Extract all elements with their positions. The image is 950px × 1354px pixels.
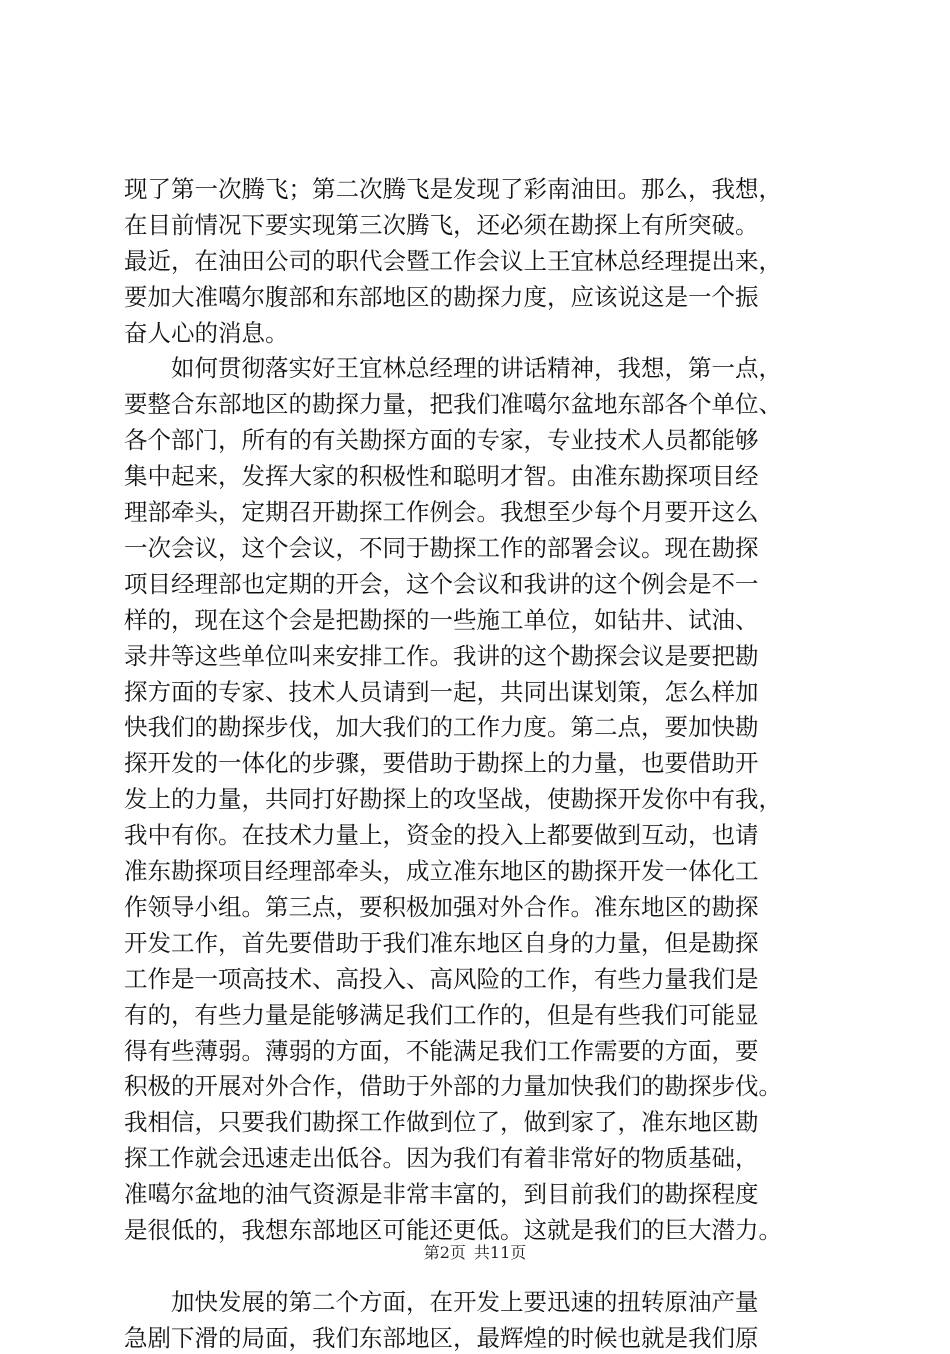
text-line: 项目经理部也定期的开会，这个会议和我讲的这个例会是不一 — [124, 570, 759, 598]
text-line: 如何贯彻落实好王宜林总经理的讲话精神，我想，第一点， — [124, 354, 782, 382]
page-footer — [0, 1242, 950, 1264]
text-line: 快我们的勘探步伐，加大我们的工作力度。第二点，要加快勘 — [124, 713, 759, 741]
text-line: 积极的开展对外合作，借助于外部的力量加快我们的勘探步伐。 — [124, 1072, 782, 1100]
text-line: 录井等这些单位叫来安排工作。我讲的这个勘探会议是要把勘 — [124, 642, 759, 670]
text-line: 最近，在油田公司的职代会暨工作会议上王宜林总经理提出来， — [124, 247, 782, 275]
text-line: 现了第一次腾飞；第二次腾飞是发现了彩南油田。那么，我想， — [124, 175, 782, 203]
text-line: 作领导小组。第三点，要积极加强对外合作。准东地区的勘探 — [124, 893, 759, 921]
text-line: 准东勘探项目经理部牵头，成立准东地区的勘探开发一体化工 — [124, 857, 759, 885]
text-line: 要整合东部地区的勘探力量，把我们准噶尔盆地东部各个单位、 — [124, 390, 782, 418]
text-line: 各个部门，所有的有关勘探方面的专家，专业技术人员都能够 — [124, 426, 759, 454]
text-line: 样的，现在这个会是把勘探的一些施工单位，如钻井、试油、 — [124, 606, 759, 634]
text-line: 准噶尔盆地的油气资源是非常丰富的，到目前我们的勘探程度 — [124, 1180, 759, 1208]
text-line: 集中起来，发挥大家的积极性和聪明才智。由准东勘探项目经 — [124, 462, 759, 490]
page-number: 第2页 — [423, 1243, 466, 1262]
text-line: 发上的力量，共同打好勘探上的攻坚战，使勘探开发你中有我， — [124, 785, 782, 813]
text-line: 我中有你。在技术力量上，资金的投入上都要做到互动，也请 — [124, 821, 759, 849]
text-line: 理部牵头，定期召开勘探工作例会。我想至少每个月要开这么 — [124, 498, 759, 526]
text-line: 要加大准噶尔腹部和东部地区的勘探力度，应该说这是一个振 — [124, 283, 759, 311]
text-line: 是很低的，我想东部地区可能还更低。这就是我们的巨大潜力。 — [124, 1216, 782, 1244]
text-line: 开发工作，首先要借助于我们准东地区自身的力量，但是勘探 — [124, 929, 759, 957]
text-line: 我相信，只要我们勘探工作做到位了，做到家了，准东地区勘 — [124, 1108, 759, 1136]
text-line: 在目前情况下要实现第三次腾飞，还必须在勘探上有所突破。 — [124, 211, 759, 239]
text-line: 急剧下滑的局面，我们东部地区，最辉煌的时候也就是我们原 — [124, 1324, 759, 1352]
text-line: 加快发展的第二个方面，在开发上要迅速的扭转原油产量 — [124, 1288, 759, 1316]
text-line: 工作是一项高技术、高投入、高风险的工作，有些力量我们是 — [124, 965, 759, 993]
text-line: 探工作就会迅速走出低谷。因为我们有着非常好的物质基础， — [124, 1144, 759, 1172]
text-line: 探方面的专家、技术人员请到一起，共同出谋划策，怎么样加 — [124, 678, 759, 706]
text-line: 有的，有些力量是能够满足我们工作的，但是有些我们可能显 — [124, 1001, 759, 1029]
text-line: 得有些薄弱。薄弱的方面，不能满足我们工作需要的方面，要 — [124, 1037, 759, 1065]
page-total: 共11页 — [473, 1243, 527, 1262]
text-line: 一次会议，这个会议，不同于勘探工作的部署会议。现在勘探 — [124, 534, 759, 562]
text-line: 奋人心的消息。 — [124, 319, 289, 347]
text-line: 探开发的一体化的步骤，要借助于勘探上的力量，也要借助开 — [124, 749, 759, 777]
